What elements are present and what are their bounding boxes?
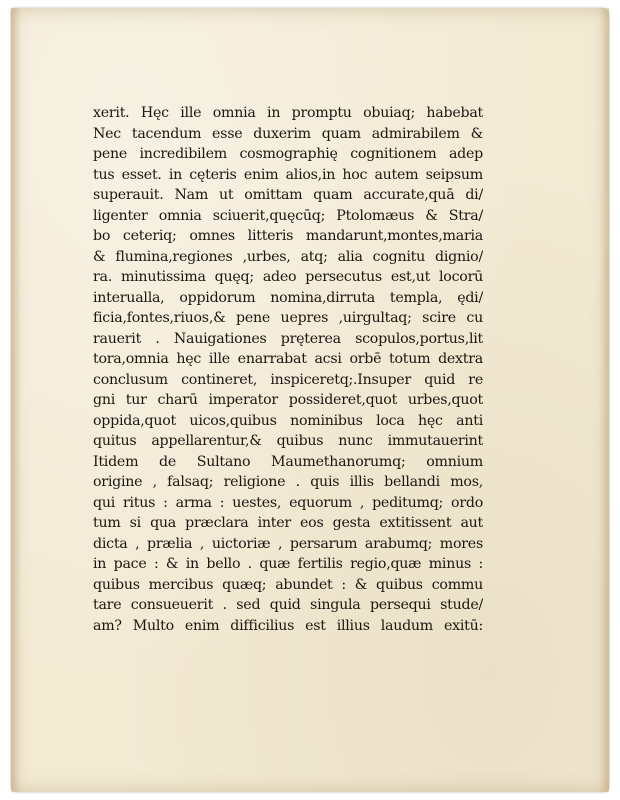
text-line: pene incredibilem cosmographię cognitionem adep	[93, 146, 483, 162]
page-left-edge-shadow	[11, 8, 21, 792]
text-line: Nec tacendum esse duxerim quam admirabilem &	[93, 125, 483, 142]
text-line: dicta , prælia , uictoriæ , persarum arabumq; mores	[93, 535, 483, 552]
text-line: ficia,fontes,riuos,& pene uepres ,uirgultaq; scire cu	[93, 310, 483, 326]
text-line: Itidem de Sultano Maumethanorumq; omnium	[93, 453, 483, 470]
text-line: oppida,quot uicos,quibus nominibus loca hęc anti	[93, 412, 483, 429]
text-line: am? Multo enim difficilius est illius laudum exitū:	[93, 617, 483, 634]
text-line: & flumina,regiones ,urbes, atq; alia cognitu dignio/	[93, 248, 483, 265]
text-line: tus esset. in cęteris enim alios,in hoc autem seipsum	[93, 166, 483, 183]
manuscript-page	[11, 8, 609, 792]
text-line: ra. minutissima quęq; adeo persecutus est,ut locorū	[93, 269, 483, 285]
text-line: tum si qua præclara inter eos gesta extitissent aut	[93, 515, 483, 531]
page-right-edge-shadow	[599, 8, 609, 792]
text-line: ligenter omnia sciuerit,quęcūq; Ptolomæus & Stra/	[93, 207, 483, 224]
text-line: qui ritus : arma : uestes, equorum , peditumq; ordo	[93, 494, 483, 511]
text-line: superauit. Nam ut omittam quam accurate,quā di/	[93, 187, 483, 203]
text-line: bo ceteriq; omnes litteris mandarunt,montes,maria	[93, 228, 483, 244]
text-line: xerit. Hęc ille omnia in promptu obuiaq; habebat	[93, 105, 483, 121]
text-line: interualla, oppidorum nomina,dirruta templa, ędi/	[93, 289, 483, 306]
printed-text-block	[93, 103, 483, 636]
text-line: tare consueuerit . sed quid singula persequi stude/	[93, 597, 483, 613]
text-line: quibus mercibus quæq; abundet : & quibus commu	[93, 576, 483, 593]
text-line: origine , falsaq; religione . quis illis bellandi mos,	[93, 474, 483, 490]
text-line: tora,omnia hęc ille enarrabat acsi orbē totum dextra	[93, 351, 483, 367]
text-line: gni tur charū imperator possideret,quot urbes,quot	[93, 392, 483, 408]
text-line: conclusum contineret, inspiceretq;.Insuper quid re	[93, 371, 483, 388]
text-line: rauerit . Nauigationes pręterea scopulos,portus,lit	[93, 330, 483, 347]
text-line: quitus appellarentur,& quibus nunc immutauerint	[93, 433, 483, 449]
text-line: in pace : & in bello . quæ fertilis regio,quæ minus :	[93, 556, 483, 572]
